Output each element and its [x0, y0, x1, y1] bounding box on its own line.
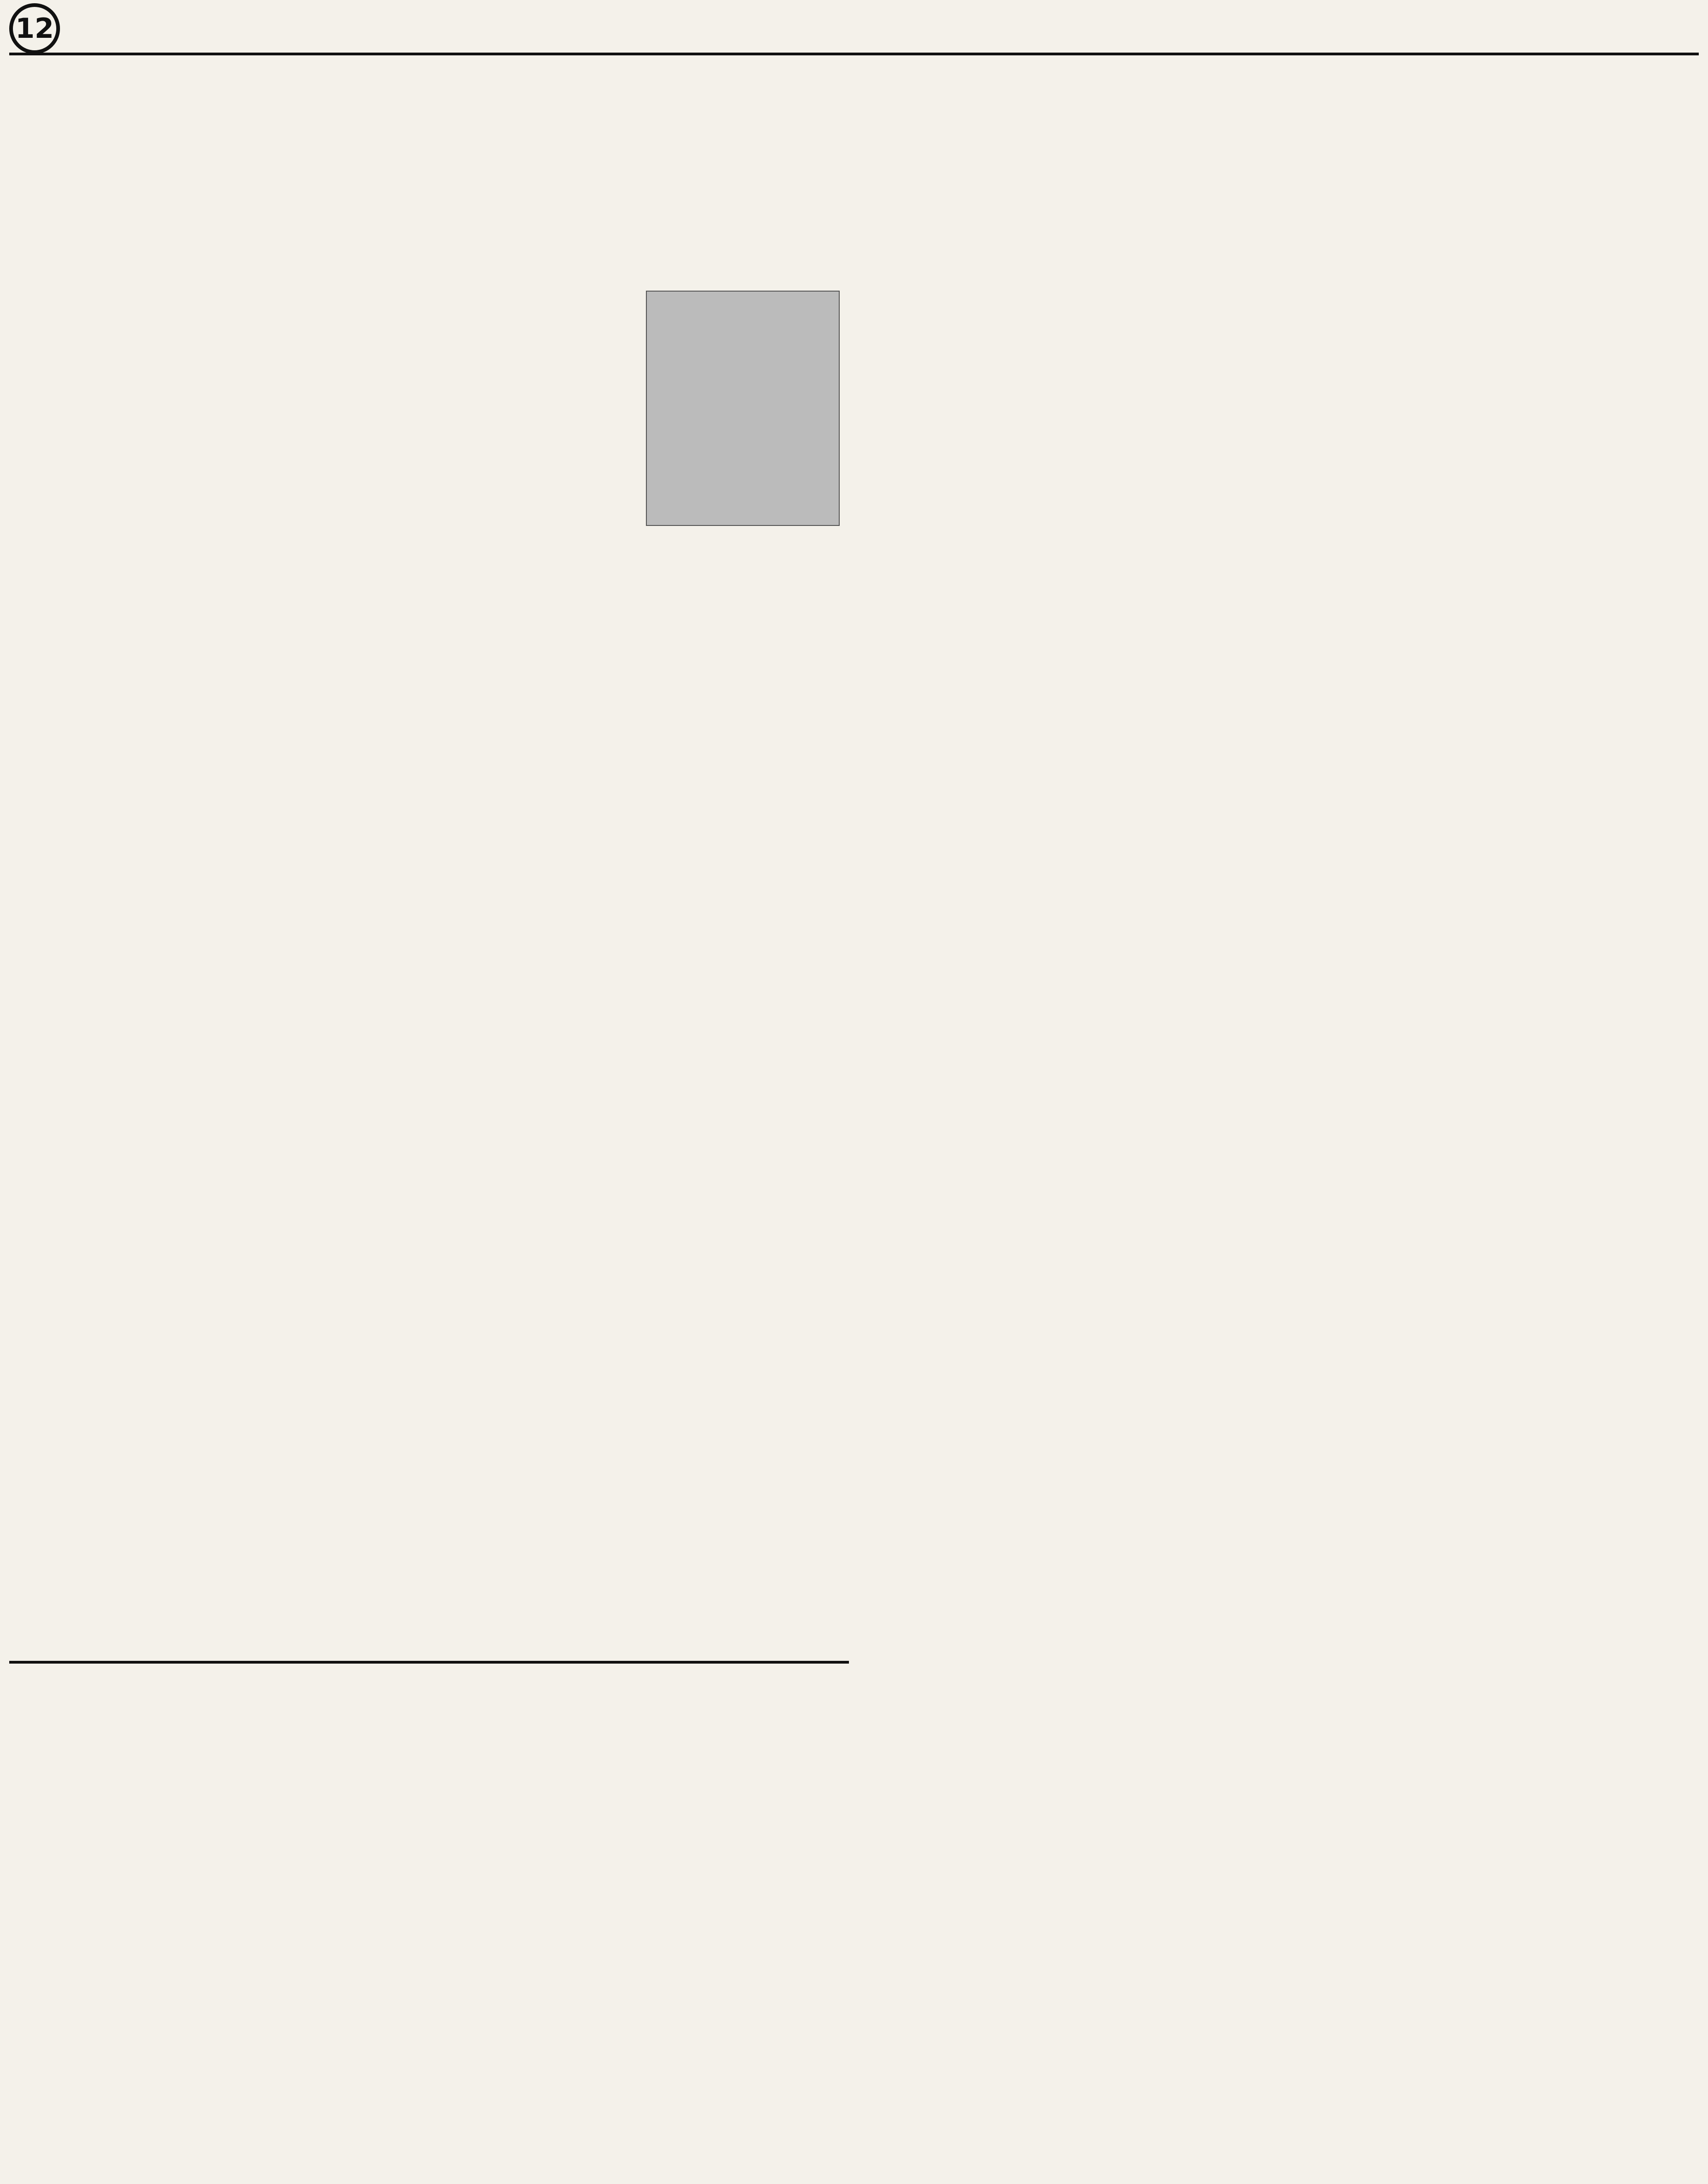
- speaker-photo: [646, 291, 840, 526]
- story-column-8: [1499, 60, 1702, 2182]
- story-column-6: [1057, 286, 1264, 2182]
- story-column-5: [844, 286, 1052, 2182]
- masthead: [9, 5, 1699, 55]
- second-story: [9, 1661, 849, 2184]
- story-column-7: [1292, 60, 1495, 2182]
- story-column-2: [217, 286, 420, 1647]
- story-column-3: [424, 286, 627, 1647]
- story-column-1: [9, 286, 212, 1647]
- page-number: 12: [9, 3, 60, 54]
